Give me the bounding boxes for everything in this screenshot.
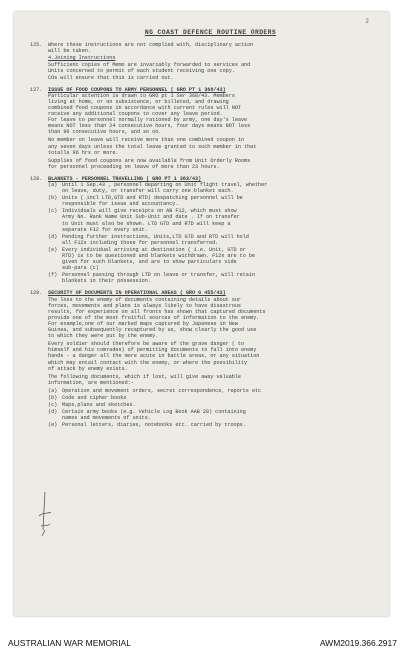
list-item (48, 422, 375, 428)
list-item-label: (e) (48, 246, 58, 253)
list-item-text: Sufficient copies of Memo are invariably forwarded to services and Units concerned to permit of each student receiving one copy. COs will ensure that this is carried out. (48, 62, 251, 81)
document-page (14, 12, 389, 616)
list-item (48, 409, 375, 421)
list-item-label: (c) (48, 402, 58, 409)
list-item (30, 42, 375, 54)
list-item (48, 395, 375, 401)
list-item-text: Units ( incl LTD,GTD and RTD) despatching personnel will be responsible for issue and accountancy. (62, 195, 243, 208)
list-item (48, 247, 375, 271)
list-item-label: (a) (48, 387, 58, 394)
list-item-text: Operation and movement orders, secret correspondence, reports etc (62, 387, 262, 394)
document-title: NG COAST DEFENCE ROUTINE ORDERS (144, 29, 277, 36)
section (30, 42, 375, 81)
list-item (48, 208, 375, 232)
list-item (48, 234, 375, 246)
section-body (48, 297, 375, 386)
list-item-label: (e) (48, 422, 58, 429)
section-title: BLANKETS - PERSONNEL TRAVELLING ( GRO PT 1 363/43) (48, 175, 202, 182)
section-number: 128. (30, 175, 43, 182)
list-item-label: (a) (48, 181, 58, 188)
paragraph: The loss to the enemy of documents containing details about our forces, movements and plans is always likely to have disastrous results, for experience on all fronts has shown that captured documents provide one of the most fruitful sources of information to the enemy. For example,one of our marked maps captured by Japanese in New Guinea, and subsequently recaptured by us, show clearly the good use to which they were put by the enemy. (48, 296, 266, 340)
sections-container (30, 42, 375, 428)
footer-accession: AWM2019.366.2917 (319, 638, 397, 648)
list-item-text: Personnel passing through LTD on leave or transfer, will retain blankets in their possession. (62, 272, 255, 285)
page-number: 2 (365, 18, 369, 25)
list-item-label: (c) (48, 208, 58, 215)
list-item-text: Where these instructions are not complied with, disciplinary action will be taken. (48, 42, 254, 55)
list-item (48, 388, 375, 394)
list-item (48, 402, 375, 408)
list-item-text: Every individual arriving at destination ( i.e. Unit, GTD or RTD) is to be questioned and blankets withdrawn. F12s are to be given for such blankets, and are to show particulars vide sub-para (c) (62, 246, 255, 272)
section-body (48, 93, 375, 170)
paragraph: No member on leave will receive more than one combined coupon in any seven days unless the total leave granted to such member in that totalls 96 hrs or more. (48, 137, 257, 156)
list-item-text: Personal letters, diaries, notebooks etc. carried by troops. (62, 422, 246, 429)
section-title: ISSUE OF FOOD COUPONS TO ARMY PERSONNEL ( GRO PT 1 368/43) (48, 86, 226, 93)
section (30, 176, 375, 285)
list-item (48, 55, 375, 61)
list-item-label: (b) (48, 195, 58, 202)
section-title: SECURITY OF DOCUMENTS IN OPERATIONAL AREAS ( GRO G 455/43) (48, 290, 226, 297)
section (30, 87, 375, 170)
list-item-text: Code and cipher books (62, 394, 127, 401)
list-item (48, 195, 375, 207)
list-item-text: Individuals will give receipts on AB F12, which must show Army No. Rank Name Unit Sub-Unit and date . If on transfer to Unit must also be shown. LTD GTD and RTD will keep a separate F12 for every unit. (62, 208, 240, 233)
list-item (48, 272, 375, 284)
section-number: 129. (30, 290, 43, 297)
list-item-text: Maps,plans and sketches. (62, 402, 136, 409)
list-item-text: 4.Joining Instructions (48, 55, 116, 62)
list-item-text: Pending further instructions, Units,LTD GTD and RTD will hold all F12s including those for personnel transferred. (62, 233, 249, 246)
paragraph: Every soldier should therefore be aware of the grave danger ( to himself and his comrades) of permitting documents to fall into enemy hands - a danger all the more acute in battle areas, or any situation which may entail contact with the enemy, or where the possibility of attack by enemy exists. (48, 341, 260, 372)
list-item (48, 62, 375, 80)
list-item-label: 125. (30, 42, 43, 49)
list-item-label: (b) (48, 394, 58, 401)
footer (0, 633, 405, 653)
list-item-label: (f) (48, 272, 58, 279)
list-item-label: (d) (48, 409, 58, 416)
document-body (30, 30, 375, 434)
list-item-text: Certain army books (e.g. Vehicle Log Book AAB 20) containing names and movements of units. (62, 409, 246, 422)
handwritten-mark (36, 490, 54, 538)
paragraph: Particular attention is drawn to GRO pt 1 Ser 368/43. Members living at home, or on subsistence, or billeted, and drawing combined food coupons in accordance with current rules will NOT receive any additional coupons to cover any leave period. For leave to personnel normally rationed by army, one day's leave means NOT less than 24 consecutive hours, four days means NOT less than 96 consecutive hours, and so on. (48, 92, 251, 136)
section (30, 290, 375, 428)
list-item-label: (d) (48, 233, 58, 240)
list-item-text: Until 1 Sep.43 , personnel departing on Unit flight travel, whether on leave, duty, or transfer will carry one blanket each. (62, 181, 268, 195)
paragraph: The following documents, which if lost, will give away valuable information, are mentioned:- (48, 373, 241, 386)
paragraph: Supplies of food coupons are now available from Unit Orderly Rooms for personnel proceeding on leave of more than 23 hours. (48, 157, 251, 170)
list-item (48, 182, 375, 194)
section-number: 127. (30, 86, 43, 93)
footer-institution: AUSTRALIAN WAR MEMORIAL (8, 638, 131, 648)
